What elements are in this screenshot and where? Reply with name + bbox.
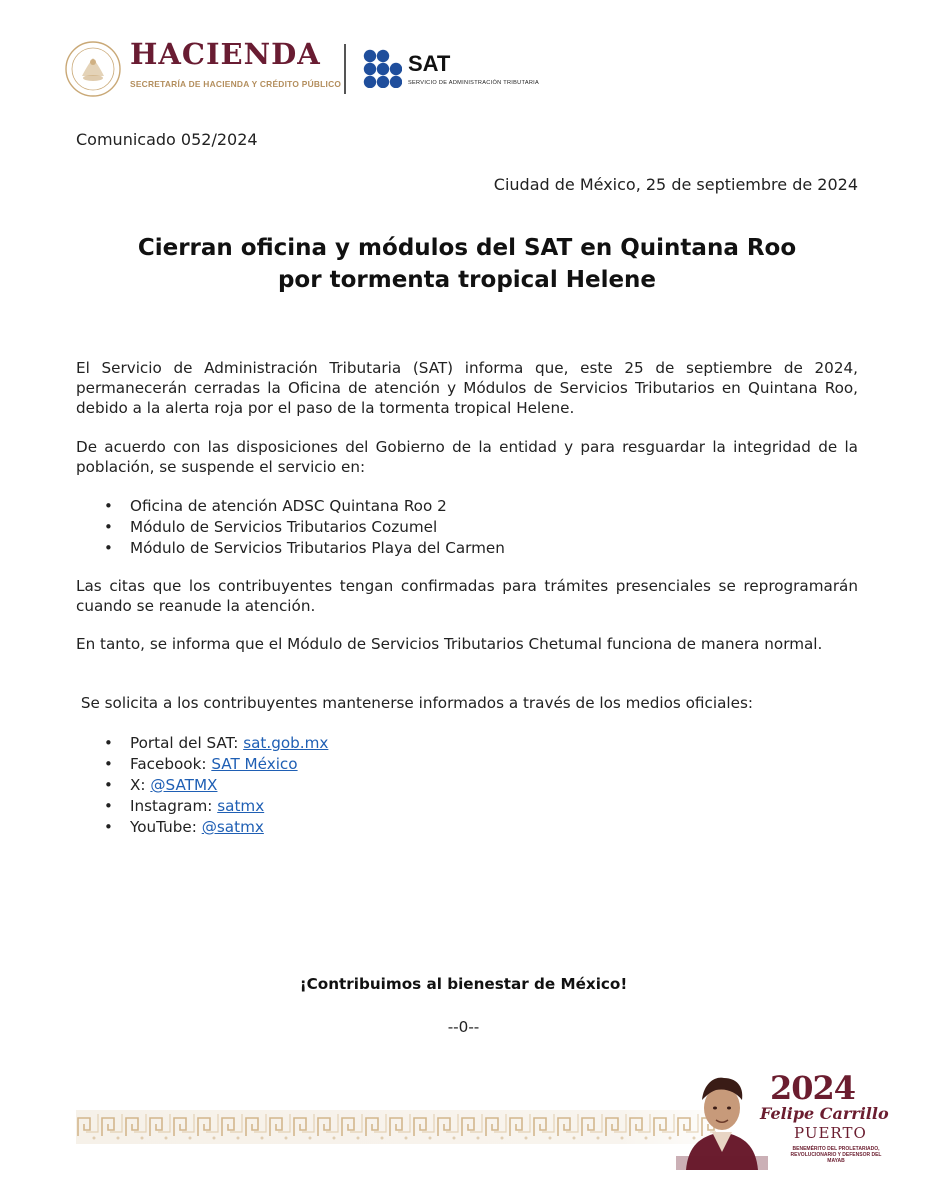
hacienda-subtitle: SECRETARÍA DE HACIENDA Y CRÉDITO PÚBLICO <box>130 79 342 89</box>
emblem-year: 2024 <box>770 1069 856 1107</box>
document-header <box>64 38 544 100</box>
sat-wordmark: SAT <box>408 51 451 76</box>
youtube-link[interactable]: @satmx <box>201 818 264 836</box>
channel-youtube <box>76 817 858 838</box>
hacienda-wordmark: HACIENDA <box>130 37 321 71</box>
list-item: • Oficina de atención ADSC Quintana Roo 2 <box>76 496 858 517</box>
channel-facebook <box>76 754 858 775</box>
emblem-name: Felipe Carrillo <box>760 1104 889 1123</box>
channels-intro-text: Se solicita a los contribuyentes mantenerse informados a través de los medios oficiales: <box>80 694 753 712</box>
national-coat-of-arms-seal <box>64 40 122 98</box>
portrait-illustration <box>676 1066 768 1170</box>
closed-offices-list <box>76 496 858 559</box>
x-link[interactable]: @SATMX <box>150 776 218 794</box>
channel-instagram <box>76 796 858 817</box>
official-channels-list <box>76 733 858 838</box>
portal-link[interactable]: sat.gob.mx <box>243 734 329 752</box>
paragraph-channels-intro <box>76 693 858 713</box>
list-item: • Módulo de Servicios Tributarios Cozumel <box>76 517 858 538</box>
paragraph-suspension: De acuerdo con las disposiciones del Gobierno de la entidad y para resguardar la integridad de la población, se suspende el servicio en: <box>76 438 858 476</box>
facebook-link[interactable]: SAT México <box>211 755 298 773</box>
instagram-link[interactable]: satmx <box>217 797 265 815</box>
channel-label: Portal del SAT: <box>130 734 244 752</box>
title-line-2: por tormenta tropical Helene <box>277 267 657 293</box>
paragraph-intro: El Servicio de Administración Tributaria (SAT) informa que, este 25 de septiembre de 2024, permanecerán cerradas la Oficina de atención y Módulos de Servicios Tributarios en Quintana Roo, debido a la alerta roja por el paso de la tormenta tropical Helene. <box>76 359 858 417</box>
dateline: Ciudad de México, 25 de septiembre de 2024 <box>493 175 858 194</box>
sat-logo-icon <box>362 48 402 88</box>
channel-label: Facebook: <box>130 755 212 773</box>
page-title <box>76 232 858 296</box>
channel-label: X: <box>130 776 151 794</box>
list-item: • Módulo de Servicios Tributarios Playa del Carmen <box>76 538 858 559</box>
channel-x <box>76 775 858 796</box>
title-line-1: Cierran oficina y módulos del SAT en Quintana Roo <box>137 235 797 261</box>
emblem-motto: BENEMÉRITO DEL PROLETARIADO, REVOLUCIONARIO Y DEFENSOR DEL MAYAB <box>790 1146 882 1164</box>
communique-number: Comunicado 052/2024 <box>76 130 258 149</box>
channel-label: Instagram: <box>130 797 218 815</box>
emblem-surname: PUERTO <box>794 1124 867 1142</box>
end-mark: --0-- <box>447 1018 480 1036</box>
closing-slogan: ¡Contribuimos al bienestar de México! <box>299 975 628 993</box>
sat-subtitle: SERVICIO DE ADMINISTRACIÓN TRIBUTARIA <box>408 80 540 86</box>
paragraph-chetumal: En tanto, se informa que el Módulo de Servicios Tributarios Chetumal funciona de manera normal. <box>76 635 823 653</box>
channel-label: YouTube: <box>130 818 202 836</box>
channel-portal <box>76 733 858 754</box>
decorative-footer-band <box>76 1106 716 1144</box>
header-divider <box>344 44 346 94</box>
paragraph-appointments: Las citas que los contribuyentes tengan confirmadas para trámites presenciales se reprogramarán cuando se reanude la atención. <box>76 577 858 615</box>
year-emblem <box>676 1066 889 1170</box>
